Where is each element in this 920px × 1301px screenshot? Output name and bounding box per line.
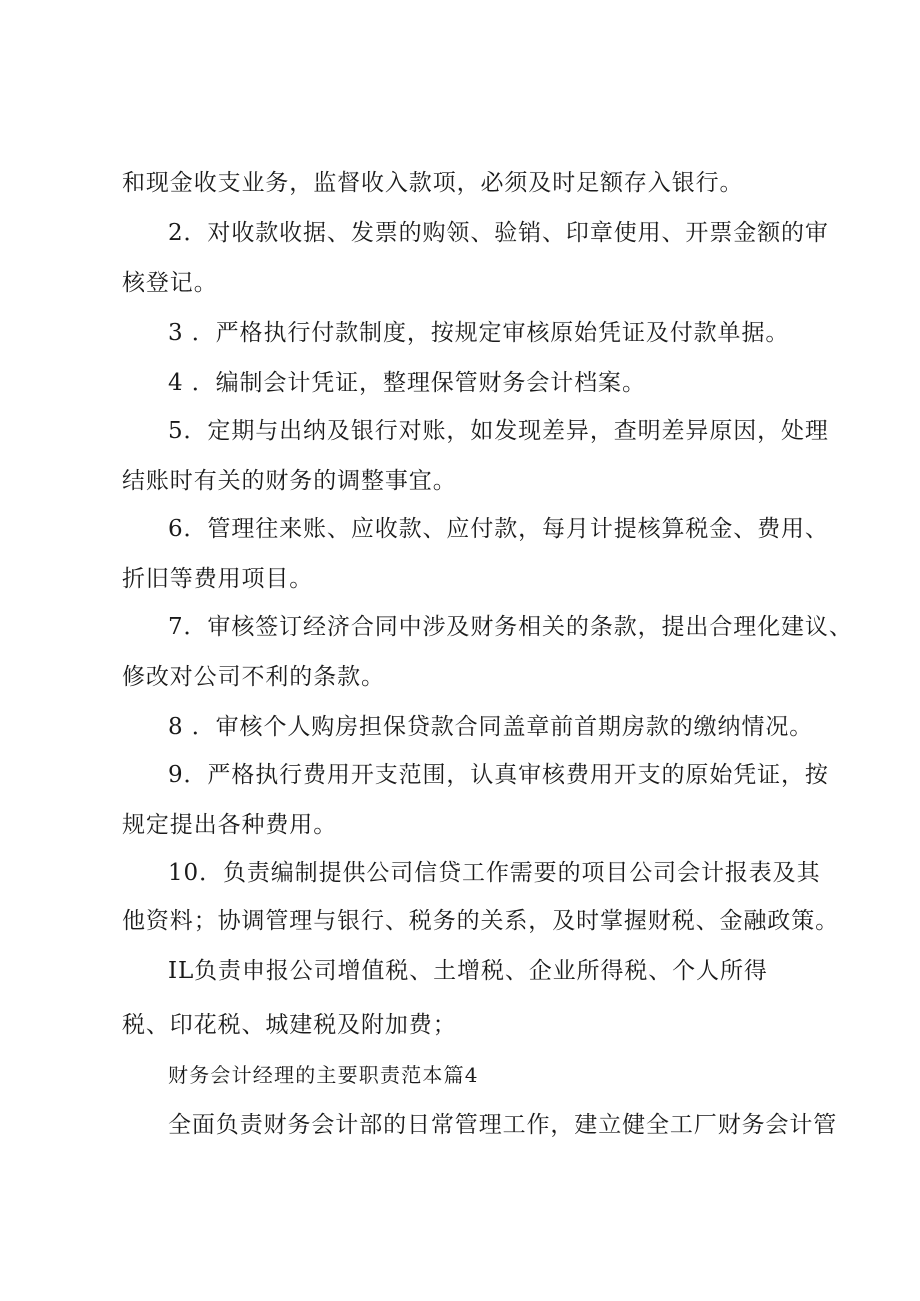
text-line: 折旧等费用项目。 [122,566,314,592]
text-line: 规定提出各种费用。 [122,812,338,838]
text-line: 8 ．审核个人购房担保贷款合同盖章前首期房款的缴纳情况。 [168,714,814,740]
text-line: 修改对公司不利的条款。 [122,664,385,690]
text-line: 2．对收款收据、发票的购领、验销、印章使用、开票金额的审 [168,220,829,246]
text-line: 他资料；协调管理与银行、税务的关系，及时掌握财税、金融政策。 [122,908,839,934]
text-line: IL负责申报公司增值税、土增税、企业所得税、个人所得 [168,958,768,984]
text-line: 6．管理往来账、应收款、应付款，每月计提核算税金、费用、 [168,516,829,542]
text-line: 结账时有关的财务的调整事宜。 [122,468,457,494]
text-line: 9．严格执行费用开支范围，认真审核费用开支的原始凭证，按 [168,762,829,788]
text-line: 4 ．编制会计凭证，整理保管财务会计档案。 [168,370,646,396]
text-line: 税、印花税、城建税及附加费； [122,1012,457,1038]
text-line: 和现金收支业务，监督收入款项，必须及时足额存入银行。 [122,170,744,196]
text-line: 7．审核签订经济合同中涉及财务相关的条款，提出合理化建议、 [168,614,853,640]
text-line: 3 ．严格执行付款制度，按规定审核原始凭证及付款单据。 [168,320,790,346]
section-heading: 财务会计经理的主要职责范本篇4 [168,1063,479,1087]
text-line: 核登记。 [122,270,218,296]
text-line: 5．定期与出纳及银行对账，如发现差异，查明差异原因，处理 [168,418,829,444]
text-line: 全面负责财务会计部的日常管理工作，建立健全工厂财务会计管 [168,1112,838,1138]
text-line: 10．负责编制提供公司信贷工作需要的项目公司会计报表及其 [168,860,821,886]
